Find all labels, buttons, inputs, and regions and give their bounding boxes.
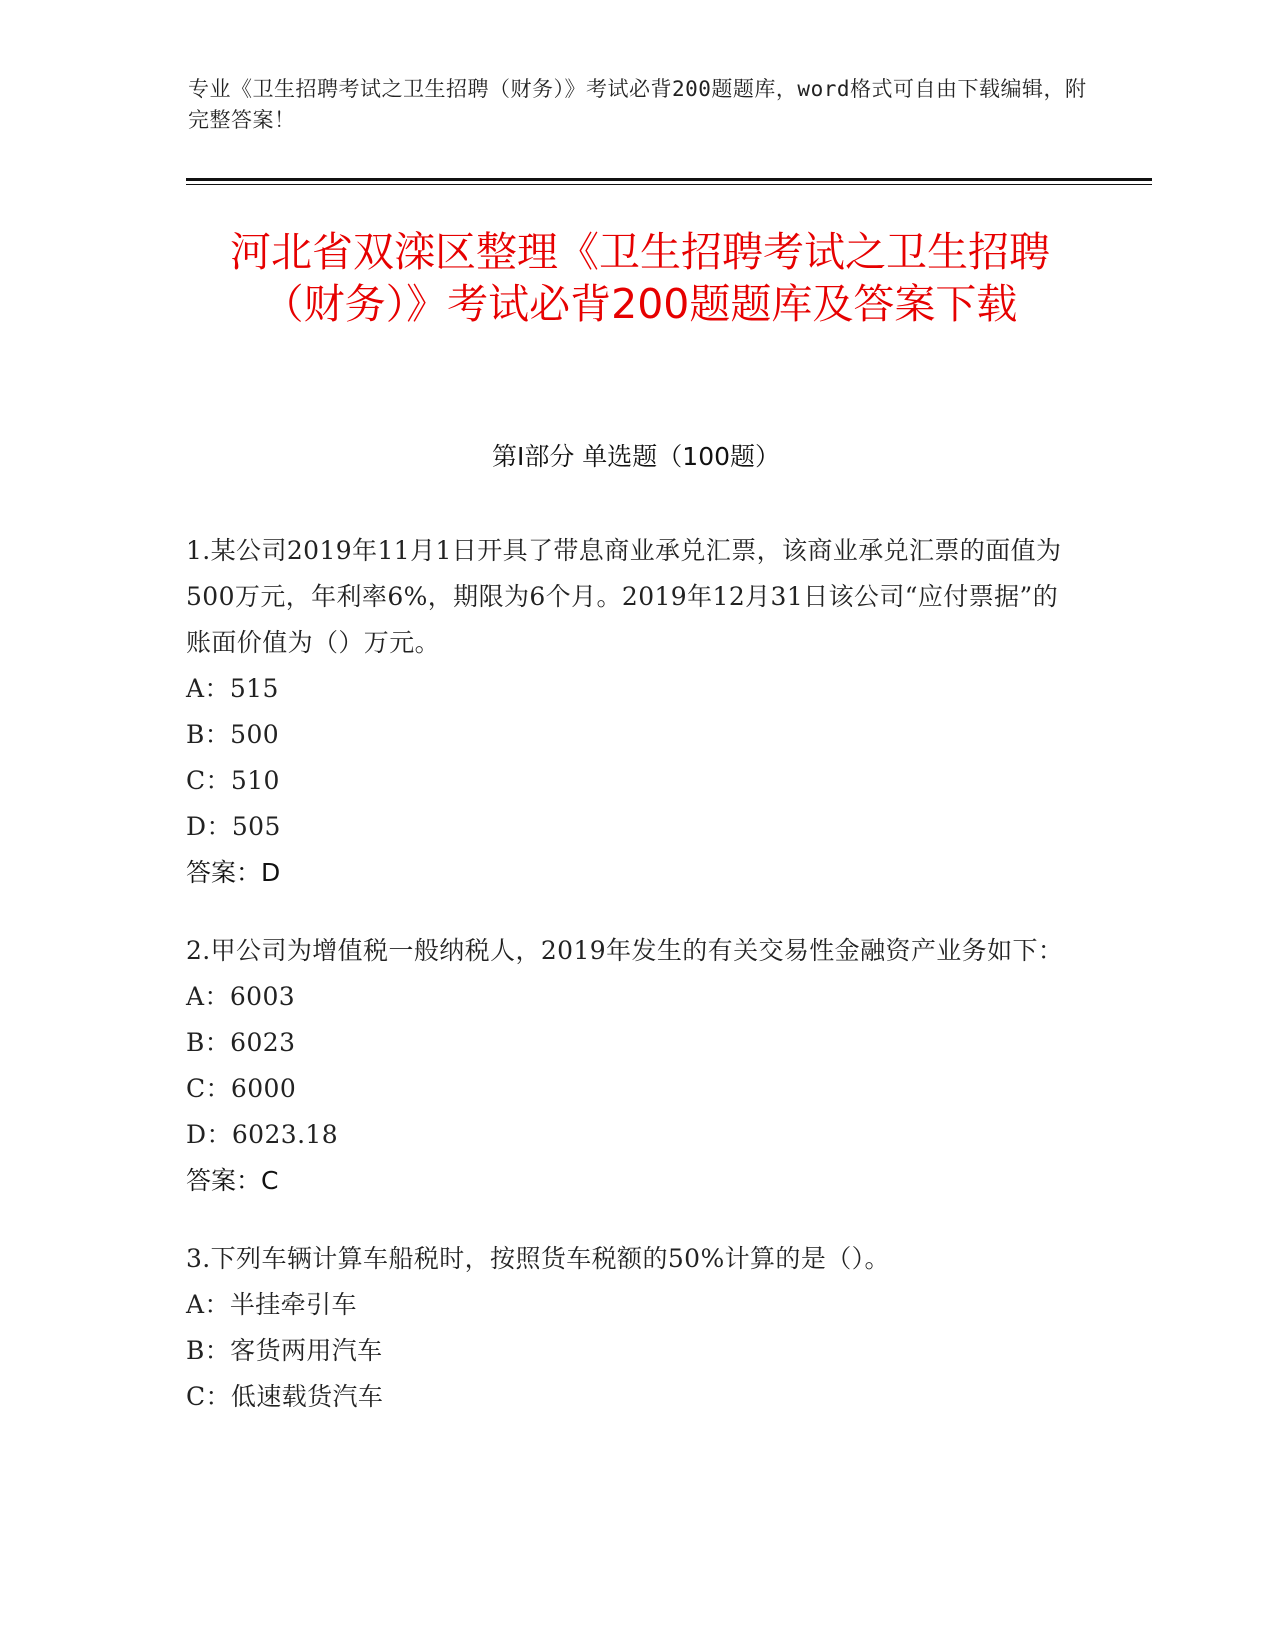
option-a: A：515 bbox=[186, 674, 279, 703]
section-title: 第I部分 单选题（100题） bbox=[491, 442, 781, 471]
option-d: D：6023.18 bbox=[186, 1120, 339, 1149]
option-b: B：6023 bbox=[186, 1028, 296, 1057]
document-title: 河北省双滦区整理《卫生招聘考试之卫生招聘（财务）》考试必背200题题库及答案下载 bbox=[230, 228, 1050, 328]
option-a: A：半挂牵引车 bbox=[186, 1290, 357, 1319]
question-list bbox=[186, 528, 1066, 1452]
answer: 答案：C bbox=[186, 1166, 279, 1195]
option-c: C：低速载货汽车 bbox=[186, 1382, 384, 1411]
question-3 bbox=[186, 1236, 1066, 1420]
header-rule-thin bbox=[186, 184, 1152, 185]
option-a: A：6003 bbox=[186, 982, 296, 1011]
question-1 bbox=[186, 528, 1066, 896]
header-note: 专业《卫生招聘考试之卫生招聘（财务）》考试必背200题题库，word格式可自由下载编辑，附完整答案！ bbox=[188, 77, 1087, 132]
option-d: D：505 bbox=[186, 812, 281, 841]
option-c: C：6000 bbox=[186, 1074, 297, 1103]
question-text: 2.甲公司为增值税一般纳税人，2019年发生的有关交易性金融资产业务如下： bbox=[186, 936, 1064, 965]
question-text: 1.某公司2019年11月1日开具了带息商业承兑汇票，该商业承兑汇票的面值为500万元，年利率6%，期限为6个月。2019年12月31日该公司“应付票据”的账面价值为（）万元。 bbox=[186, 536, 1062, 657]
header-rule-thick bbox=[186, 178, 1152, 181]
question-text: 3.下列车辆计算车船税时，按照货车税额的50%计算的是（）。 bbox=[186, 1244, 890, 1273]
question-2 bbox=[186, 928, 1066, 1204]
option-b: B：500 bbox=[186, 720, 280, 749]
option-b: B：客货两用汽车 bbox=[186, 1336, 383, 1365]
option-c: C：510 bbox=[186, 766, 280, 795]
answer: 答案：D bbox=[186, 858, 281, 887]
